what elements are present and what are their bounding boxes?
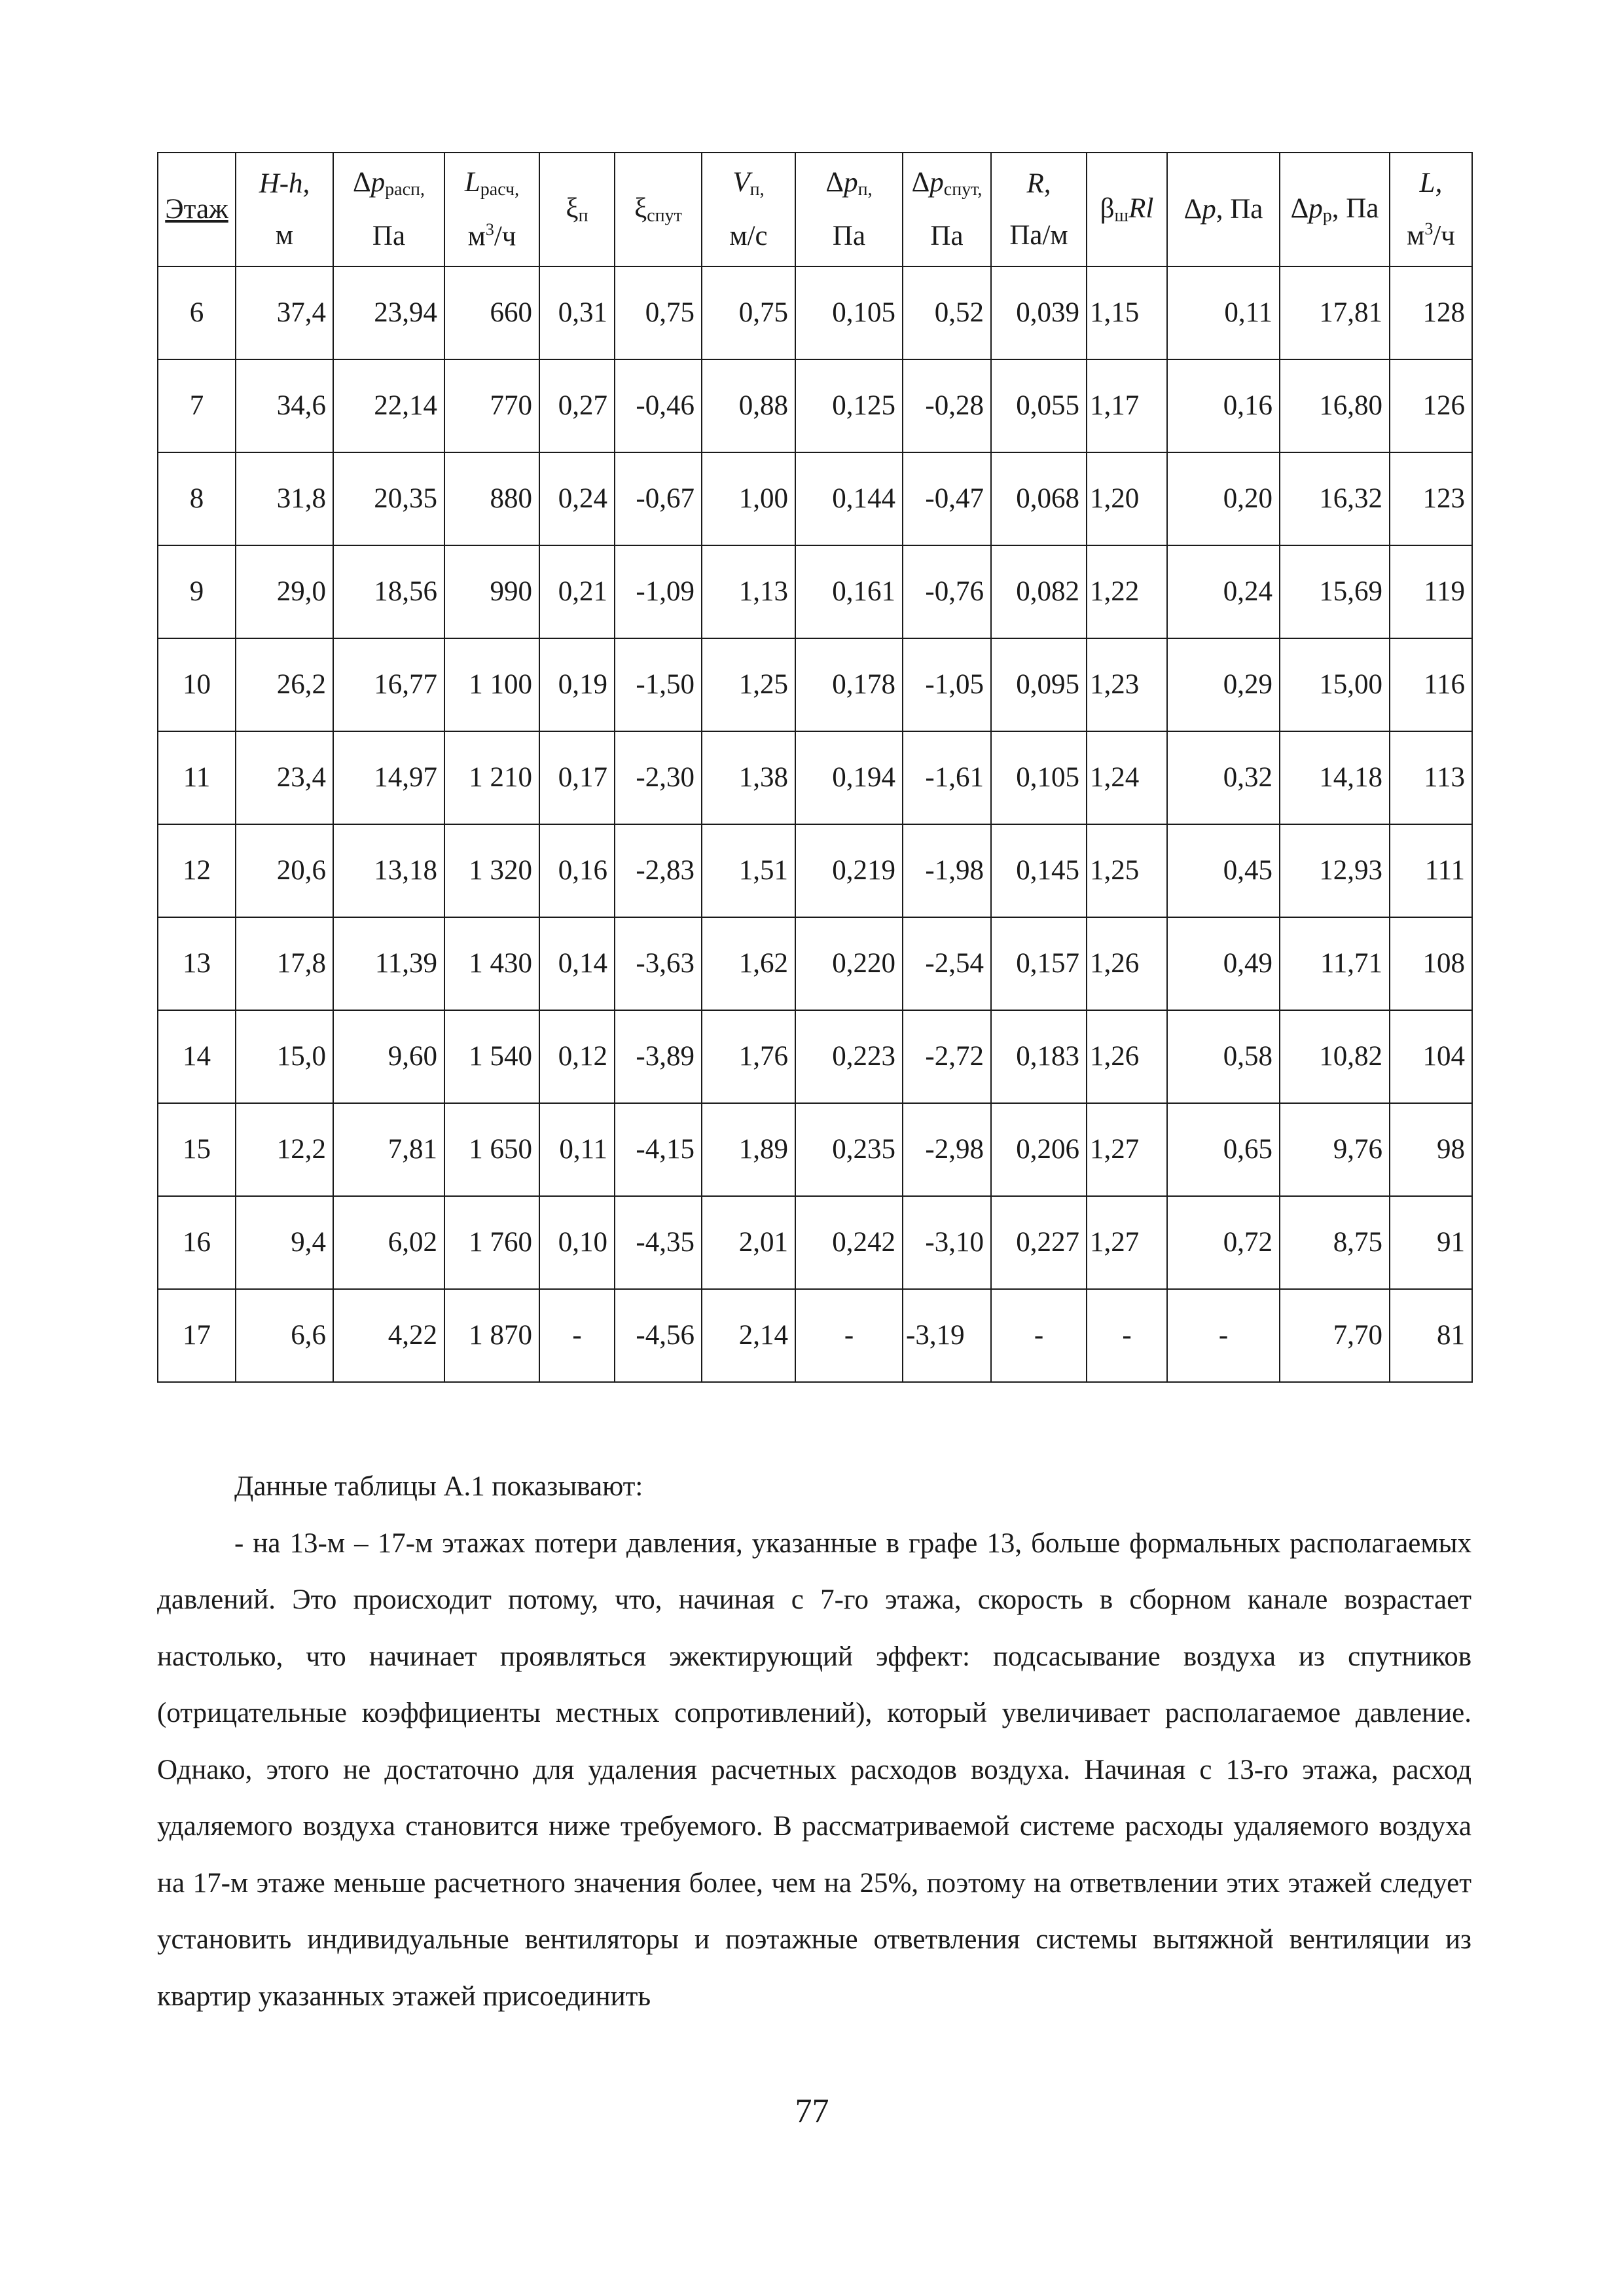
table-cell: 0,16: [539, 824, 615, 917]
table-cell: 0,105: [795, 266, 903, 359]
table-cell: 8: [158, 452, 236, 545]
table-cell: 9,4: [236, 1196, 333, 1289]
table-cell: 0,194: [795, 731, 903, 824]
page-number: 77: [795, 2092, 829, 2130]
table-cell: -4,35: [615, 1196, 702, 1289]
table-cell: 1 650: [444, 1103, 539, 1196]
table-cell: 0,32: [1167, 731, 1280, 824]
table-cell: 0,082: [991, 545, 1087, 638]
table-cell: -1,09: [615, 545, 702, 638]
table-row: [158, 824, 1472, 917]
table-cell: 20,6: [236, 824, 333, 917]
table-cell: 12,2: [236, 1103, 333, 1196]
table-cell: 0,235: [795, 1103, 903, 1196]
results-table: [157, 152, 1473, 1383]
table-cell: -2,83: [615, 824, 702, 917]
table-cell: 23,4: [236, 731, 333, 824]
table-cell: 37,4: [236, 266, 333, 359]
table-cell: 0,068: [991, 452, 1087, 545]
table-cell: 11: [158, 731, 236, 824]
table-cell: 0,20: [1167, 452, 1280, 545]
table-cell: -3,19: [903, 1289, 991, 1382]
table-cell: 15: [158, 1103, 236, 1196]
table-cell: 11,39: [333, 917, 444, 1010]
table-cell: 0,16: [1167, 359, 1280, 452]
table-cell: 26,2: [236, 638, 333, 731]
table-cell: -3,10: [903, 1196, 991, 1289]
table-cell: 7: [158, 359, 236, 452]
table-cell: 0,157: [991, 917, 1087, 1010]
table-cell: 0,105: [991, 731, 1087, 824]
table-cell: 2,01: [702, 1196, 795, 1289]
header-height: H-h, м: [236, 153, 333, 266]
table-cell: 1 320: [444, 824, 539, 917]
header-beta-rl: $\beta_шRl$: [1087, 153, 1167, 266]
table-cell: -1,05: [903, 638, 991, 731]
table-cell: 14,97: [333, 731, 444, 824]
table-cell: 1,27: [1087, 1103, 1167, 1196]
table-cell: -0,67: [615, 452, 702, 545]
table-cell: 1,62: [702, 917, 795, 1010]
table-cell: 1,25: [702, 638, 795, 731]
table-cell: -: [1167, 1289, 1280, 1382]
table-body: [158, 266, 1472, 1382]
table-cell: 0,52: [903, 266, 991, 359]
table-cell: -4,56: [615, 1289, 702, 1382]
table-cell: 16,32: [1280, 452, 1390, 545]
header-row: [158, 153, 1472, 266]
table-cell: 16: [158, 1196, 236, 1289]
table-cell: 13,18: [333, 824, 444, 917]
table-cell: 0,227: [991, 1196, 1087, 1289]
table-cell: -3,89: [615, 1010, 702, 1103]
table-cell: 0,75: [615, 266, 702, 359]
header-dp-r: $\Delta p_р$, Па: [1280, 153, 1390, 266]
table-cell: 880: [444, 452, 539, 545]
table-cell: -4,15: [615, 1103, 702, 1196]
table-cell: 0,14: [539, 917, 615, 1010]
table-cell: 0,055: [991, 359, 1087, 452]
table-cell: 0,242: [795, 1196, 903, 1289]
table-cell: 1,15: [1087, 266, 1167, 359]
table-cell: 81: [1390, 1289, 1472, 1382]
table-cell: 0,11: [1167, 266, 1280, 359]
table-cell: 126: [1390, 359, 1472, 452]
header-design-flow: $L_{расч,}$ $м^3/ч$: [444, 153, 539, 266]
table-cell: 0,31: [539, 266, 615, 359]
table-cell: 990: [444, 545, 539, 638]
table-cell: 1,17: [1087, 359, 1167, 452]
table-cell: 111: [1390, 824, 1472, 917]
table-cell: 0,12: [539, 1010, 615, 1103]
table-cell: 0,145: [991, 824, 1087, 917]
table-cell: -1,50: [615, 638, 702, 731]
table-cell: -0,46: [615, 359, 702, 452]
table-cell: 15,00: [1280, 638, 1390, 731]
table-cell: 7,81: [333, 1103, 444, 1196]
header-floor: Этаж: [158, 153, 236, 266]
table-row: [158, 917, 1472, 1010]
table-cell: 10: [158, 638, 236, 731]
header-r: R, Па/м: [991, 153, 1087, 266]
table-cell: 1,23: [1087, 638, 1167, 731]
table-cell: 123: [1390, 452, 1472, 545]
table-cell: 113: [1390, 731, 1472, 824]
table-cell: 0,24: [539, 452, 615, 545]
table-cell: -2,30: [615, 731, 702, 824]
table-cell: 6: [158, 266, 236, 359]
table-cell: 9,60: [333, 1010, 444, 1103]
header-dp: Δp, Па: [1167, 153, 1280, 266]
table-cell: 0,24: [1167, 545, 1280, 638]
table-cell: 0,19: [539, 638, 615, 731]
table-cell: 15,0: [236, 1010, 333, 1103]
table-row: [158, 359, 1472, 452]
table-cell: 2,14: [702, 1289, 795, 1382]
table-cell: 116: [1390, 638, 1472, 731]
table-cell: 12: [158, 824, 236, 917]
table-cell: -2,72: [903, 1010, 991, 1103]
table-cell: -2,54: [903, 917, 991, 1010]
table-cell: 17,81: [1280, 266, 1390, 359]
table-cell: 770: [444, 359, 539, 452]
header-dp-sput: $\Delta p_{спут,}$ Па: [903, 153, 991, 266]
table-cell: 18,56: [333, 545, 444, 638]
table-cell: 1,51: [702, 824, 795, 917]
table-cell: 0,095: [991, 638, 1087, 731]
table-cell: 13: [158, 917, 236, 1010]
table-cell: 14: [158, 1010, 236, 1103]
table-cell: 1,13: [702, 545, 795, 638]
table-cell: 128: [1390, 266, 1472, 359]
table-cell: 0,144: [795, 452, 903, 545]
table-cell: -0,28: [903, 359, 991, 452]
table-cell: 1,22: [1087, 545, 1167, 638]
table-cell: 20,35: [333, 452, 444, 545]
table-cell: 1,25: [1087, 824, 1167, 917]
table-cell: 0,27: [539, 359, 615, 452]
table-cell: 104: [1390, 1010, 1472, 1103]
table-cell: 1,38: [702, 731, 795, 824]
table-cell: 1,76: [702, 1010, 795, 1103]
table-cell: 1 100: [444, 638, 539, 731]
table-cell: 34,6: [236, 359, 333, 452]
header-xi-sput: $\xi_{спут}$: [615, 153, 702, 266]
table-cell: 0,88: [702, 359, 795, 452]
table-cell: 0,178: [795, 638, 903, 731]
header-available-pressure: $\Delta p_{расп,}$ Па: [333, 153, 444, 266]
table-cell: 31,8: [236, 452, 333, 545]
table-row: [158, 545, 1472, 638]
table-cell: -: [991, 1289, 1087, 1382]
table-cell: 16,80: [1280, 359, 1390, 452]
table-cell: 0,75: [702, 266, 795, 359]
table-cell: 6,02: [333, 1196, 444, 1289]
table-row: [158, 731, 1472, 824]
header-velocity: $V_{п,}$ м/с: [702, 153, 795, 266]
table-cell: 0,161: [795, 545, 903, 638]
table-cell: 108: [1390, 917, 1472, 1010]
table-cell: 10,82: [1280, 1010, 1390, 1103]
table-cell: 91: [1390, 1196, 1472, 1289]
body-text: [157, 1459, 1471, 2025]
table-cell: 17,8: [236, 917, 333, 1010]
table-cell: 17: [158, 1289, 236, 1382]
table-cell: 98: [1390, 1103, 1472, 1196]
table-cell: 0,039: [991, 266, 1087, 359]
table-cell: 14,18: [1280, 731, 1390, 824]
table-cell: 23,94: [333, 266, 444, 359]
table-cell: 29,0: [236, 545, 333, 638]
header-dp-p: $\Delta p_{п,}$ Па: [795, 153, 903, 266]
table-cell: 15,69: [1280, 545, 1390, 638]
table-cell: -1,98: [903, 824, 991, 917]
table-cell: 1,00: [702, 452, 795, 545]
table-cell: 119: [1390, 545, 1472, 638]
table-cell: 1,20: [1087, 452, 1167, 545]
table-cell: 9: [158, 545, 236, 638]
table-cell: 1,89: [702, 1103, 795, 1196]
table-cell: -: [1087, 1289, 1167, 1382]
table-cell: 1,26: [1087, 917, 1167, 1010]
table-cell: 0,10: [539, 1196, 615, 1289]
table-cell: 22,14: [333, 359, 444, 452]
table-cell: 1 210: [444, 731, 539, 824]
table-row: [158, 1103, 1472, 1196]
table-row: [158, 266, 1472, 359]
table-cell: 0,223: [795, 1010, 903, 1103]
header-xi-p: $\xi_п$: [539, 153, 615, 266]
table-cell: 1,24: [1087, 731, 1167, 824]
table-cell: 11,71: [1280, 917, 1390, 1010]
table-cell: -2,98: [903, 1103, 991, 1196]
table-cell: 1,27: [1087, 1196, 1167, 1289]
table-cell: 7,70: [1280, 1289, 1390, 1382]
table-cell: 0,183: [991, 1010, 1087, 1103]
analysis-paragraph: - на 13-м – 17-м этажах потери давления, указанные в графе 13, больше формальных располагаемых давлений. Это происходит потому, что, начиная с 7-го этажа, скорость в сборном канале возрастает настолько, что начинает проявляться эжектирующий эффект: подсасывание воздуха из спутников (отрицательные коэффициенты местных сопротивлений), который увеличивает располагаемое давление. Однако, этого не достаточно для удаления расчетных расходов воздуха. Начиная с 13-го этажа, расход удаляемого воздуха становится ниже требуемого. В рассматриваемой системе расходы удаляемого воздуха на 17-м этаже меньше расчетного значения более, чем на 25%, поэтому на ответвлении этих этажей следует установить индивидуальные вентиляторы и поэтажные ответвления системы вытяжной вентиляции из квартир указанных этажей присоединить: [157, 1527, 1471, 2012]
table-cell: 0,49: [1167, 917, 1280, 1010]
table-cell: -1,61: [903, 731, 991, 824]
table-cell: -3,63: [615, 917, 702, 1010]
table-row: [158, 1289, 1472, 1382]
table-cell: 1 760: [444, 1196, 539, 1289]
intro-line: Данные таблицы А.1 показывают:: [234, 1471, 643, 1502]
table-cell: 0,219: [795, 824, 903, 917]
table-row: [158, 638, 1472, 731]
table-cell: 0,58: [1167, 1010, 1280, 1103]
table-cell: 0,206: [991, 1103, 1087, 1196]
table-cell: 8,75: [1280, 1196, 1390, 1289]
table-cell: 0,72: [1167, 1196, 1280, 1289]
table-row: [158, 1010, 1472, 1103]
table-cell: 0,21: [539, 545, 615, 638]
table-cell: 0,45: [1167, 824, 1280, 917]
table-cell: 16,77: [333, 638, 444, 731]
table-cell: -0,47: [903, 452, 991, 545]
table-cell: 1 870: [444, 1289, 539, 1382]
table-cell: 9,76: [1280, 1103, 1390, 1196]
table-cell: 0,220: [795, 917, 903, 1010]
header-actual-flow: L, $м^3/ч$: [1390, 153, 1472, 266]
table-cell: 1 430: [444, 917, 539, 1010]
table-cell: 1,26: [1087, 1010, 1167, 1103]
table-cell: 12,93: [1280, 824, 1390, 917]
table-cell: 0,17: [539, 731, 615, 824]
table-cell: 1 540: [444, 1010, 539, 1103]
table-cell: 0,11: [539, 1103, 615, 1196]
table-cell: 4,22: [333, 1289, 444, 1382]
table-cell: 6,6: [236, 1289, 333, 1382]
table-cell: 660: [444, 266, 539, 359]
table-cell: 0,125: [795, 359, 903, 452]
table-cell: -0,76: [903, 545, 991, 638]
table-cell: 0,65: [1167, 1103, 1280, 1196]
table-cell: 0,29: [1167, 638, 1280, 731]
table-row: [158, 1196, 1472, 1289]
table-cell: -: [795, 1289, 903, 1382]
table-cell: -: [539, 1289, 615, 1382]
table-row: [158, 452, 1472, 545]
